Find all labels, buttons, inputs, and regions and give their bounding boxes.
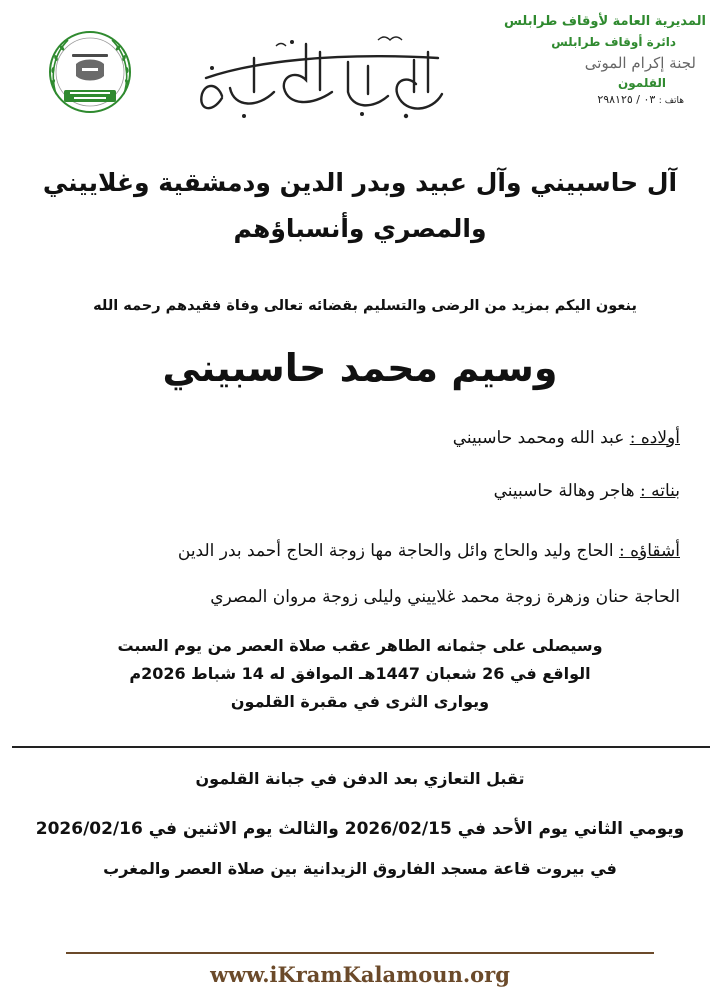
condolences-line1: تقبل التعازي بعد الدفن في جبانة القلمون: [195, 769, 525, 788]
sons-label: أولاده :: [629, 428, 680, 448]
org-town: القلمون: [618, 76, 666, 90]
funeral-line2: الواقع في 26 شعبان 1447هـ الموافق له 14 شباط 2026م: [129, 664, 591, 683]
siblings-names-1: الحاج وليد والحاج وائل والحاجة مها زوجة الحاج أحمد بدر الدين: [177, 541, 619, 561]
siblings-line1: [0, 528, 680, 574]
org-committee: لجنة إكرام الموتى: [584, 54, 696, 72]
org-department: دائرة أوقاف طرابلس: [551, 35, 676, 49]
sons-line: [453, 428, 680, 448]
siblings-names-2: الحاجة حنان وزهرة زوجة محمد غلاييني وليلى زوجة مروان المصري: [210, 587, 680, 607]
phone-label: هاتف :: [658, 96, 684, 106]
phone-number: ٠٣ / ٢٩٨١٢٥: [597, 93, 656, 106]
website-link[interactable]: www.iKramKalamoun.org: [210, 962, 510, 987]
death-announcement: ينعون اليكم بمزيد من الرضى والتسليم بقضائه تعالى وفاة فقيدهم رحمه الله: [93, 298, 637, 314]
logo-emblem: [42, 24, 138, 120]
condolences-line3: في بيروت قاعة مسجد الفاروق الزيدانية بين صلاة العصر والمغرب: [103, 859, 617, 878]
calligraphy-verse-image: [192, 22, 460, 122]
siblings-block: [0, 528, 680, 620]
organization-header: [496, 12, 706, 109]
condolences-line2: ويومي الثاني يوم الأحد في 2026/02/15 والثالث يوم الاثنين في 2026/02/16: [35, 819, 685, 839]
section-divider: [12, 746, 710, 748]
funeral-line1: وسيصلى على جثمانه الطاهر عقب صلاة العصر من يوم السبت: [117, 636, 603, 655]
daughters-line: [494, 481, 680, 501]
daughters-label: بناته :: [639, 481, 680, 501]
org-directorate: المديرية العامة لأوقاف طرابلس: [504, 14, 706, 29]
daughters-names: هاجر وهالة حاسبيني: [493, 481, 640, 501]
family-names-line1: آل حاسبيني وآل عبيد وبدر الدين ودمشقية وغلاييني: [42, 168, 678, 197]
family-names: [40, 160, 680, 252]
deceased-name: وسيم محمد حاسبيني: [162, 346, 558, 390]
calligraphy-art: [192, 22, 460, 122]
org-phone: [496, 92, 684, 109]
family-names-line2: والمصري وأنسباؤهم: [233, 214, 487, 243]
condolences-details: [20, 762, 700, 884]
siblings-label: أشقاؤه :: [619, 541, 680, 561]
sons-names: عبد الله ومحمد حاسبيني: [452, 428, 630, 448]
funeral-details: [40, 632, 680, 716]
funeral-line3: ويوارى الثرى في مقبرة القلمون: [230, 692, 490, 711]
committee-logo: [42, 24, 138, 120]
footer-divider: [66, 952, 654, 954]
